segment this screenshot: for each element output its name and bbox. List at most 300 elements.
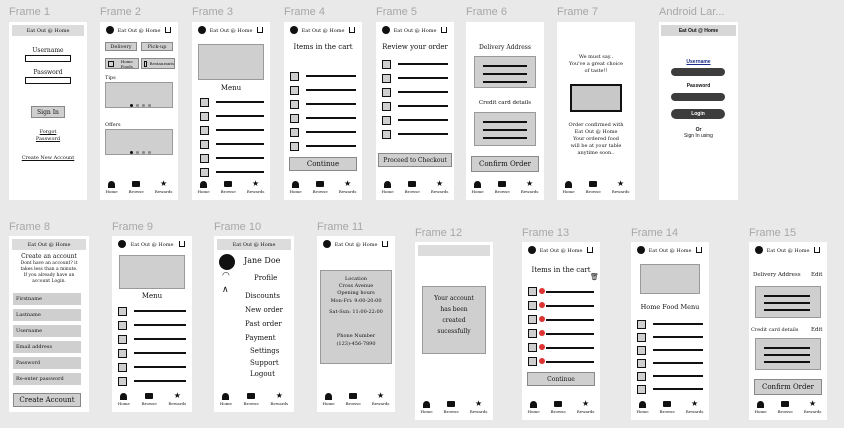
nav-rewards[interactable]	[431, 180, 449, 194]
firstname-field[interactable]: Firstname	[13, 293, 81, 305]
home-icon	[530, 401, 537, 408]
item-line	[306, 75, 356, 77]
nav-browse[interactable]	[405, 180, 420, 194]
cart-icon[interactable]	[349, 27, 355, 33]
email-field[interactable]: Email address	[13, 341, 81, 353]
nav-browse[interactable]	[221, 180, 236, 194]
star-icon: ★	[582, 399, 590, 408]
nav-rewards[interactable]	[168, 392, 186, 406]
menu-payment[interactable]: Payment	[245, 334, 276, 342]
card-line	[764, 361, 810, 363]
home-icon	[108, 181, 115, 188]
user-name: Jane Doe	[244, 256, 281, 265]
profile-icon: ◠	[222, 271, 230, 281]
menu-title: Menu	[141, 292, 163, 300]
nav-rewards-label: Rewards	[576, 409, 595, 414]
signup-note: If you already have an	[23, 273, 75, 278]
app-header	[379, 25, 451, 36]
star-icon: ★	[809, 399, 817, 408]
item-checkbox[interactable]	[528, 315, 537, 324]
bottom-nav	[415, 400, 493, 418]
item-checkbox[interactable]	[637, 372, 646, 381]
home-icon	[325, 393, 332, 400]
lastname-field[interactable]: Lastname	[13, 309, 81, 321]
item-checkbox[interactable]	[382, 88, 391, 97]
star-icon: ★	[475, 399, 483, 408]
app-name: Eat Out @ Home	[232, 241, 276, 248]
username-field[interactable]	[25, 55, 71, 62]
home-food-menu-title: Home Food Menu	[640, 303, 700, 311]
nav-rewards[interactable]	[804, 400, 822, 414]
nav-browse[interactable]	[129, 180, 144, 194]
delivery-tab[interactable]: Delivery	[105, 42, 137, 51]
card-line	[764, 354, 810, 356]
item-checkbox[interactable]	[118, 335, 127, 344]
logo-icon	[323, 240, 331, 248]
star-icon: ★	[173, 391, 181, 400]
home-icon	[384, 181, 391, 188]
nav-browse-label: Browse	[220, 189, 236, 194]
continue-button[interactable]: Continue	[527, 372, 595, 386]
item-checkbox[interactable]	[637, 320, 646, 329]
item-checkbox[interactable]	[382, 130, 391, 139]
card-line	[483, 137, 527, 139]
item-checkbox[interactable]	[118, 321, 127, 330]
bottom-nav	[284, 180, 362, 198]
address-line	[764, 309, 810, 311]
address-line	[483, 65, 527, 67]
star-icon: ★	[377, 391, 385, 400]
item-line	[134, 380, 186, 382]
frame-title[interactable]: Android Lar...	[659, 6, 725, 18]
nav-rewards-label: Rewards	[338, 189, 357, 194]
nav-browse[interactable]	[444, 400, 459, 414]
nav-browse-label: Browse	[777, 409, 793, 414]
nav-browse-label: Browse	[345, 401, 361, 406]
nav-home[interactable]	[118, 392, 130, 406]
item-checkbox[interactable]	[637, 359, 646, 368]
nav-browse-label: Browse	[494, 189, 510, 194]
username-field[interactable]	[671, 68, 725, 76]
frame-title[interactable]: Frame 11	[317, 221, 364, 233]
item-checkbox[interactable]	[382, 60, 391, 69]
nav-rewards[interactable]	[339, 180, 357, 194]
item-line	[134, 366, 186, 368]
profile-link[interactable]: Profile	[254, 274, 278, 282]
item-line	[546, 305, 594, 307]
truck-icon	[349, 393, 357, 399]
truck-icon	[589, 181, 597, 187]
nav-home[interactable]	[323, 392, 335, 406]
frame-title[interactable]: Frame 9	[112, 221, 153, 233]
frame-title[interactable]: Frame 6	[466, 6, 507, 18]
app-header	[115, 239, 189, 250]
nav-browse[interactable]	[244, 392, 259, 406]
item-checkbox[interactable]	[200, 98, 209, 107]
nav-home[interactable]	[755, 400, 767, 414]
nav-rewards-label: Rewards	[168, 401, 187, 406]
nav-rewards-label: Rewards	[371, 401, 390, 406]
nav-rewards[interactable]	[470, 400, 488, 414]
item-line	[653, 362, 703, 364]
app-name: Eat Out @ Home	[209, 27, 253, 34]
item-checkbox[interactable]	[290, 72, 299, 81]
item-line	[653, 323, 703, 325]
item-checkbox[interactable]	[528, 301, 537, 310]
item-checkbox[interactable]	[382, 74, 391, 83]
proceed-checkout-button[interactable]: Proceed to Checkout	[378, 153, 452, 167]
item-checkbox[interactable]	[118, 307, 127, 316]
success-message: has been	[440, 306, 468, 313]
username-label: Username	[32, 47, 64, 54]
edit-card-link[interactable]: Edit	[811, 327, 823, 333]
frame-title[interactable]: Frame 14	[631, 227, 679, 239]
frame-title[interactable]: Frame 7	[557, 6, 598, 18]
menu-banner	[640, 264, 700, 294]
frame-14-homefood-menu	[631, 242, 709, 420]
item-checkbox[interactable]	[200, 126, 209, 135]
password-field[interactable]: Password	[13, 357, 81, 369]
item-line	[134, 324, 186, 326]
frame-title[interactable]: Frame 10	[214, 221, 262, 233]
star-icon: ★	[691, 399, 699, 408]
nav-browse[interactable]	[346, 392, 361, 406]
frame-title[interactable]: Frame 3	[192, 6, 233, 18]
frame-title[interactable]: Frame 12	[415, 227, 463, 239]
forgot-password-link[interactable]: Password	[35, 136, 61, 142]
logo-icon	[382, 26, 390, 34]
item-line	[134, 338, 186, 340]
password-field[interactable]	[671, 93, 725, 101]
nav-rewards-label: Rewards	[611, 189, 630, 194]
nav-home-label: Home	[754, 409, 767, 414]
home-icon	[120, 393, 127, 400]
item-line	[306, 131, 356, 133]
nav-home-label: Home	[117, 401, 130, 406]
credit-card-label: Credit card details	[751, 327, 799, 333]
offers-label: Offers	[105, 122, 121, 128]
confirm-line: Order confirmed with	[568, 122, 624, 128]
confirm-line: will be at your table	[570, 143, 622, 149]
address-line	[483, 73, 527, 75]
nav-browse-label: Browse	[404, 189, 420, 194]
nav-home-label: Home	[527, 409, 540, 414]
confirm-line: anytime soon..	[577, 150, 615, 156]
frame-title[interactable]: Frame 4	[284, 6, 325, 18]
item-line	[216, 171, 264, 173]
item-line	[216, 129, 264, 131]
edit-address-link[interactable]: Edit	[811, 272, 823, 278]
chevron-icon: ∧	[222, 285, 229, 295]
home-icon	[222, 393, 229, 400]
item-checkbox[interactable]	[637, 385, 646, 394]
nav-home[interactable]	[198, 180, 210, 194]
checkbox[interactable]	[144, 61, 147, 67]
address-line	[483, 81, 527, 83]
truck-icon	[316, 181, 324, 187]
remove-icon[interactable]	[539, 358, 545, 364]
menu-banner	[198, 44, 264, 80]
nav-rewards[interactable]	[270, 392, 288, 406]
cart-icon[interactable]	[179, 241, 185, 247]
frame-11-location	[317, 236, 395, 412]
credit-card-label: Credit card details	[478, 100, 532, 106]
bottom-nav	[557, 180, 635, 198]
login-button[interactable]: Login	[671, 109, 725, 119]
nav-rewards[interactable]	[521, 180, 539, 194]
menu-support[interactable]: Support	[250, 359, 279, 367]
nav-home-label: Home	[322, 401, 335, 406]
password-label: Password	[33, 69, 63, 76]
create-account-link[interactable]: Create New Account	[21, 155, 75, 161]
item-checkbox[interactable]	[200, 112, 209, 121]
message-line: We must say..	[578, 54, 614, 60]
nav-browse-label: Browse	[243, 401, 259, 406]
app-name: Eat Out @ Home	[648, 247, 692, 254]
reenter-password-field[interactable]: Re-enter password	[13, 373, 81, 385]
frame-7-confirmation	[557, 22, 635, 200]
frame-title[interactable]: Frame 1	[9, 6, 50, 18]
item-line	[398, 77, 448, 79]
bottom-nav	[214, 392, 294, 410]
bottom-nav	[192, 180, 270, 198]
frame-2-home	[100, 22, 178, 200]
remove-icon[interactable]	[539, 344, 545, 350]
app-name: Eat Out @ Home	[393, 27, 437, 34]
item-checkbox[interactable]	[200, 140, 209, 149]
item-checkbox[interactable]	[290, 114, 299, 123]
nav-browse[interactable]	[313, 180, 328, 194]
card-line	[483, 129, 527, 131]
item-checkbox[interactable]	[637, 346, 646, 355]
item-checkbox[interactable]	[528, 343, 537, 352]
avatar[interactable]	[219, 254, 235, 270]
item-line	[546, 347, 594, 349]
item-checkbox[interactable]	[382, 102, 391, 111]
app-name: Eat Out @ Home	[26, 27, 70, 34]
delivery-address-label: Delivery Address	[479, 44, 531, 51]
nav-home-label: Home	[420, 409, 433, 414]
remove-icon[interactable]	[539, 288, 545, 294]
checkbox[interactable]	[108, 61, 114, 67]
address-line	[764, 295, 810, 297]
nav-home[interactable]	[528, 400, 540, 414]
home-icon	[292, 181, 299, 188]
message-line: of taste!!	[584, 68, 608, 74]
remove-icon[interactable]	[539, 316, 545, 322]
signup-note: Dont have an account? it	[20, 261, 78, 266]
android-login-frame	[659, 22, 738, 200]
frame-title[interactable]: Frame 8	[9, 221, 50, 233]
username-label: Username	[686, 59, 711, 65]
sign-in-using-label: Sign In using	[684, 133, 713, 139]
card-line	[483, 121, 527, 123]
phone-number[interactable]: (123)-456-7890	[336, 341, 376, 347]
nav-rewards[interactable]	[247, 180, 265, 194]
sign-in-button[interactable]: Sign In	[31, 106, 65, 118]
item-checkbox[interactable]	[290, 128, 299, 137]
app-header	[103, 25, 175, 36]
item-checkbox[interactable]	[200, 154, 209, 163]
item-line	[546, 333, 594, 335]
truck-icon	[781, 401, 789, 407]
password-field[interactable]	[25, 77, 71, 84]
message-line: You've a great choice	[569, 61, 623, 67]
cart-title: Items in the cart	[531, 266, 591, 274]
item-line	[216, 101, 264, 103]
menu-logout[interactable]: Logout	[250, 370, 275, 378]
truck-icon	[408, 181, 416, 187]
frame-5-review	[376, 22, 454, 200]
app-name: Eat Out @ Home	[539, 247, 583, 254]
nav-browse-label: Browse	[128, 189, 144, 194]
frame-15-checkout-edit	[749, 242, 827, 420]
frame-3-menu	[192, 22, 270, 200]
continue-button[interactable]: Continue	[289, 157, 357, 171]
app-header	[418, 245, 490, 256]
frame-4-cart	[284, 22, 362, 200]
nav-home[interactable]	[382, 180, 394, 194]
cart-icon[interactable]	[814, 247, 820, 253]
nav-browse[interactable]	[778, 400, 793, 414]
nav-browse[interactable]	[142, 392, 157, 406]
menu-new-order[interactable]: New order	[245, 306, 284, 314]
carousel-dots	[130, 151, 151, 154]
menu-banner	[119, 255, 185, 289]
nav-rewards[interactable]	[612, 180, 630, 194]
nav-browse[interactable]	[495, 180, 510, 194]
cart-icon[interactable]	[165, 27, 171, 33]
nav-rewards[interactable]	[577, 400, 595, 414]
item-line	[306, 103, 356, 105]
item-line	[546, 291, 594, 293]
home-foods-option[interactable]	[105, 58, 139, 69]
app-header	[661, 25, 736, 36]
logo-icon	[106, 26, 114, 34]
success-message: sucessfully	[437, 328, 471, 335]
bottom-nav	[522, 400, 600, 418]
confirm-line: Your ordered food	[573, 136, 619, 142]
nav-browse[interactable]	[660, 400, 675, 414]
cart-icon[interactable]	[696, 247, 702, 253]
forgot-link[interactable]: Forgot	[39, 129, 57, 135]
item-line	[306, 117, 356, 119]
item-checkbox[interactable]	[528, 329, 537, 338]
home-icon	[423, 401, 430, 408]
nav-home[interactable]	[637, 400, 649, 414]
bottom-nav	[317, 392, 395, 410]
cart-icon[interactable]	[257, 27, 263, 33]
nav-rewards-label: Rewards	[685, 409, 704, 414]
item-line	[653, 336, 703, 338]
frame-1-login	[9, 22, 87, 200]
cart-icon[interactable]	[587, 247, 593, 253]
frame-title[interactable]: Frame 15	[749, 227, 797, 239]
confirm-order-button[interactable]: Confirm Order	[754, 379, 822, 395]
item-checkbox[interactable]	[290, 142, 299, 151]
cart-title: Items in the cart	[293, 43, 353, 51]
nav-rewards[interactable]	[686, 400, 704, 414]
confirm-order-button[interactable]: Confirm Order	[471, 156, 539, 172]
frame-8-signup	[9, 236, 89, 412]
item-checkbox[interactable]	[290, 86, 299, 95]
frame-title[interactable]: Frame 13	[522, 227, 570, 239]
nav-browse-label: Browse	[312, 189, 328, 194]
username-field[interactable]: Username	[13, 325, 81, 337]
item-checkbox[interactable]	[382, 116, 391, 125]
item-line	[216, 115, 264, 117]
frame-title[interactable]: Frame 2	[100, 6, 141, 18]
success-message: Your account	[434, 295, 474, 302]
phone-label: Phone Number	[336, 333, 376, 339]
app-name: Eat Out @ Home	[678, 27, 719, 34]
frame-13-cart-edit	[522, 242, 600, 420]
item-checkbox[interactable]	[118, 349, 127, 358]
cart-icon[interactable]	[441, 27, 447, 33]
menu-settings[interactable]: Settings	[250, 347, 280, 355]
item-checkbox[interactable]	[290, 100, 299, 109]
bottom-nav	[376, 180, 454, 198]
nav-home-label: Home	[105, 189, 118, 194]
nav-home[interactable]	[563, 180, 575, 194]
trash-icon[interactable]: 🗑	[590, 273, 599, 281]
credit-card-box[interactable]	[474, 112, 536, 146]
remove-icon[interactable]	[539, 330, 545, 336]
nav-browse[interactable]	[586, 180, 601, 194]
truck-icon	[224, 181, 232, 187]
create-account-button[interactable]: Create Account	[13, 393, 81, 407]
menu-discounts[interactable]: Discounts	[245, 292, 280, 300]
app-header	[752, 245, 824, 256]
item-checkbox[interactable]	[528, 357, 537, 366]
menu-past-order[interactable]: Past order	[245, 320, 282, 328]
item-checkbox[interactable]	[118, 377, 127, 386]
nav-home[interactable]	[421, 400, 433, 414]
app-header	[12, 239, 86, 250]
credit-card-box[interactable]	[755, 338, 821, 370]
password-label: Password	[686, 83, 711, 89]
item-line	[134, 352, 186, 354]
cart-icon[interactable]	[382, 241, 388, 247]
nav-home-label: Home	[562, 189, 575, 194]
nav-home[interactable]	[472, 180, 484, 194]
remove-icon[interactable]	[539, 302, 545, 308]
nav-home[interactable]	[290, 180, 302, 194]
bottom-nav	[100, 180, 178, 198]
nav-home[interactable]	[106, 180, 118, 194]
frame-title[interactable]: Frame 5	[376, 6, 417, 18]
nav-home[interactable]	[220, 392, 232, 406]
truck-icon	[132, 181, 140, 187]
nav-home-label: Home	[381, 189, 394, 194]
pickup-tab[interactable]: Pick-up	[141, 42, 173, 51]
carousel-dots	[130, 104, 151, 107]
item-line	[398, 91, 448, 93]
nav-browse[interactable]	[551, 400, 566, 414]
item-checkbox[interactable]	[637, 333, 646, 342]
item-line	[653, 388, 703, 390]
delivery-address-box[interactable]	[755, 286, 821, 318]
item-checkbox[interactable]	[118, 363, 127, 372]
item-checkbox[interactable]	[200, 168, 209, 177]
item-checkbox[interactable]	[528, 287, 537, 296]
restaurants-option[interactable]	[141, 58, 175, 69]
logo-icon	[118, 240, 126, 248]
nav-rewards[interactable]	[372, 392, 390, 406]
create-account-title: Create an account	[21, 253, 77, 260]
nav-rewards[interactable]	[155, 180, 173, 194]
delivery-address-box[interactable]	[474, 56, 536, 88]
